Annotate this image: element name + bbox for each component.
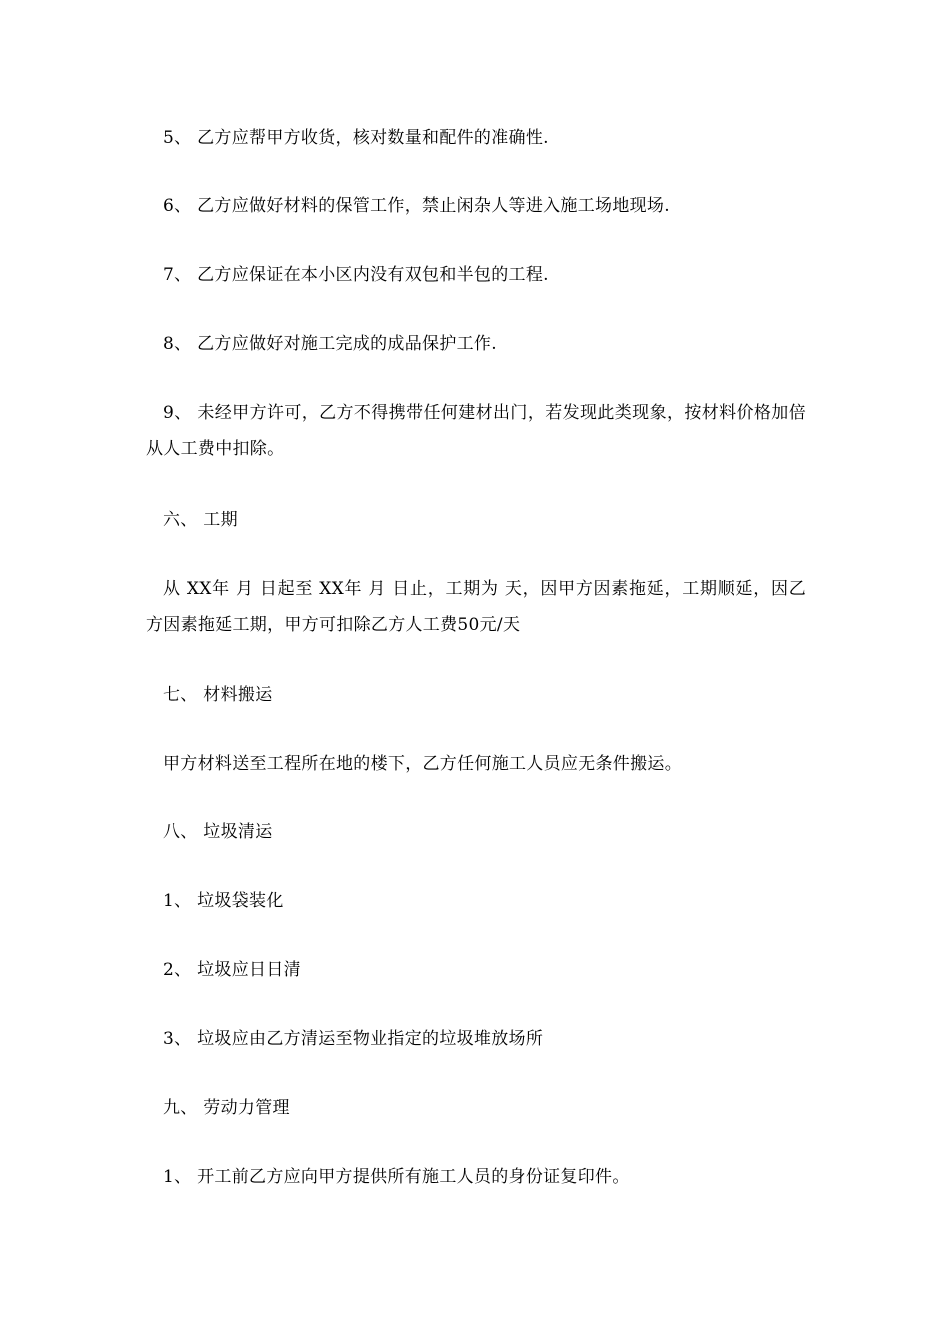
section-heading-8: 八、 垃圾清运 — [163, 822, 273, 842]
section-heading-6: 六、 工期 — [163, 510, 238, 530]
schedule-paragraph: 从 XX年 月 日起至 XX年 月 日止，工期为 天，因甲方因素拖延，工期顺延，因乙方因素拖延工期，甲方可扣除乙方人工费50元/天 — [146, 579, 806, 635]
section-heading-9: 九、 劳动力管理 — [163, 1098, 290, 1118]
clause-7: 7、 乙方应保证在本小区内没有双包和半包的工程. — [163, 265, 549, 285]
section-heading-7: 七、 材料搬运 — [163, 685, 273, 705]
garbage-item-2: 2、 垃圾应日日清 — [163, 960, 301, 980]
material-transport-paragraph: 甲方材料送至工程所在地的楼下，乙方任何施工人员应无条件搬运。 — [163, 754, 682, 774]
clause-6: 6、 乙方应做好材料的保管工作，禁止闲杂人等进入施工场地现场. — [163, 196, 670, 216]
garbage-item-1: 1、 垃圾袋装化 — [163, 891, 284, 911]
clause-5: 5、 乙方应帮甲方收货，核对数量和配件的准确性. — [163, 128, 549, 148]
clause-9: 9、 未经甲方许可，乙方不得携带任何建材出门，若发现此类现象，按材料价格加倍从人工费中扣除。 — [146, 403, 806, 459]
clause-8: 8、 乙方应做好对施工完成的成品保护工作. — [163, 334, 497, 354]
labor-item-1: 1、 开工前乙方应向甲方提供所有施工人员的身份证复印件。 — [163, 1167, 630, 1187]
garbage-item-3: 3、 垃圾应由乙方清运至物业指定的垃圾堆放场所 — [163, 1029, 544, 1049]
